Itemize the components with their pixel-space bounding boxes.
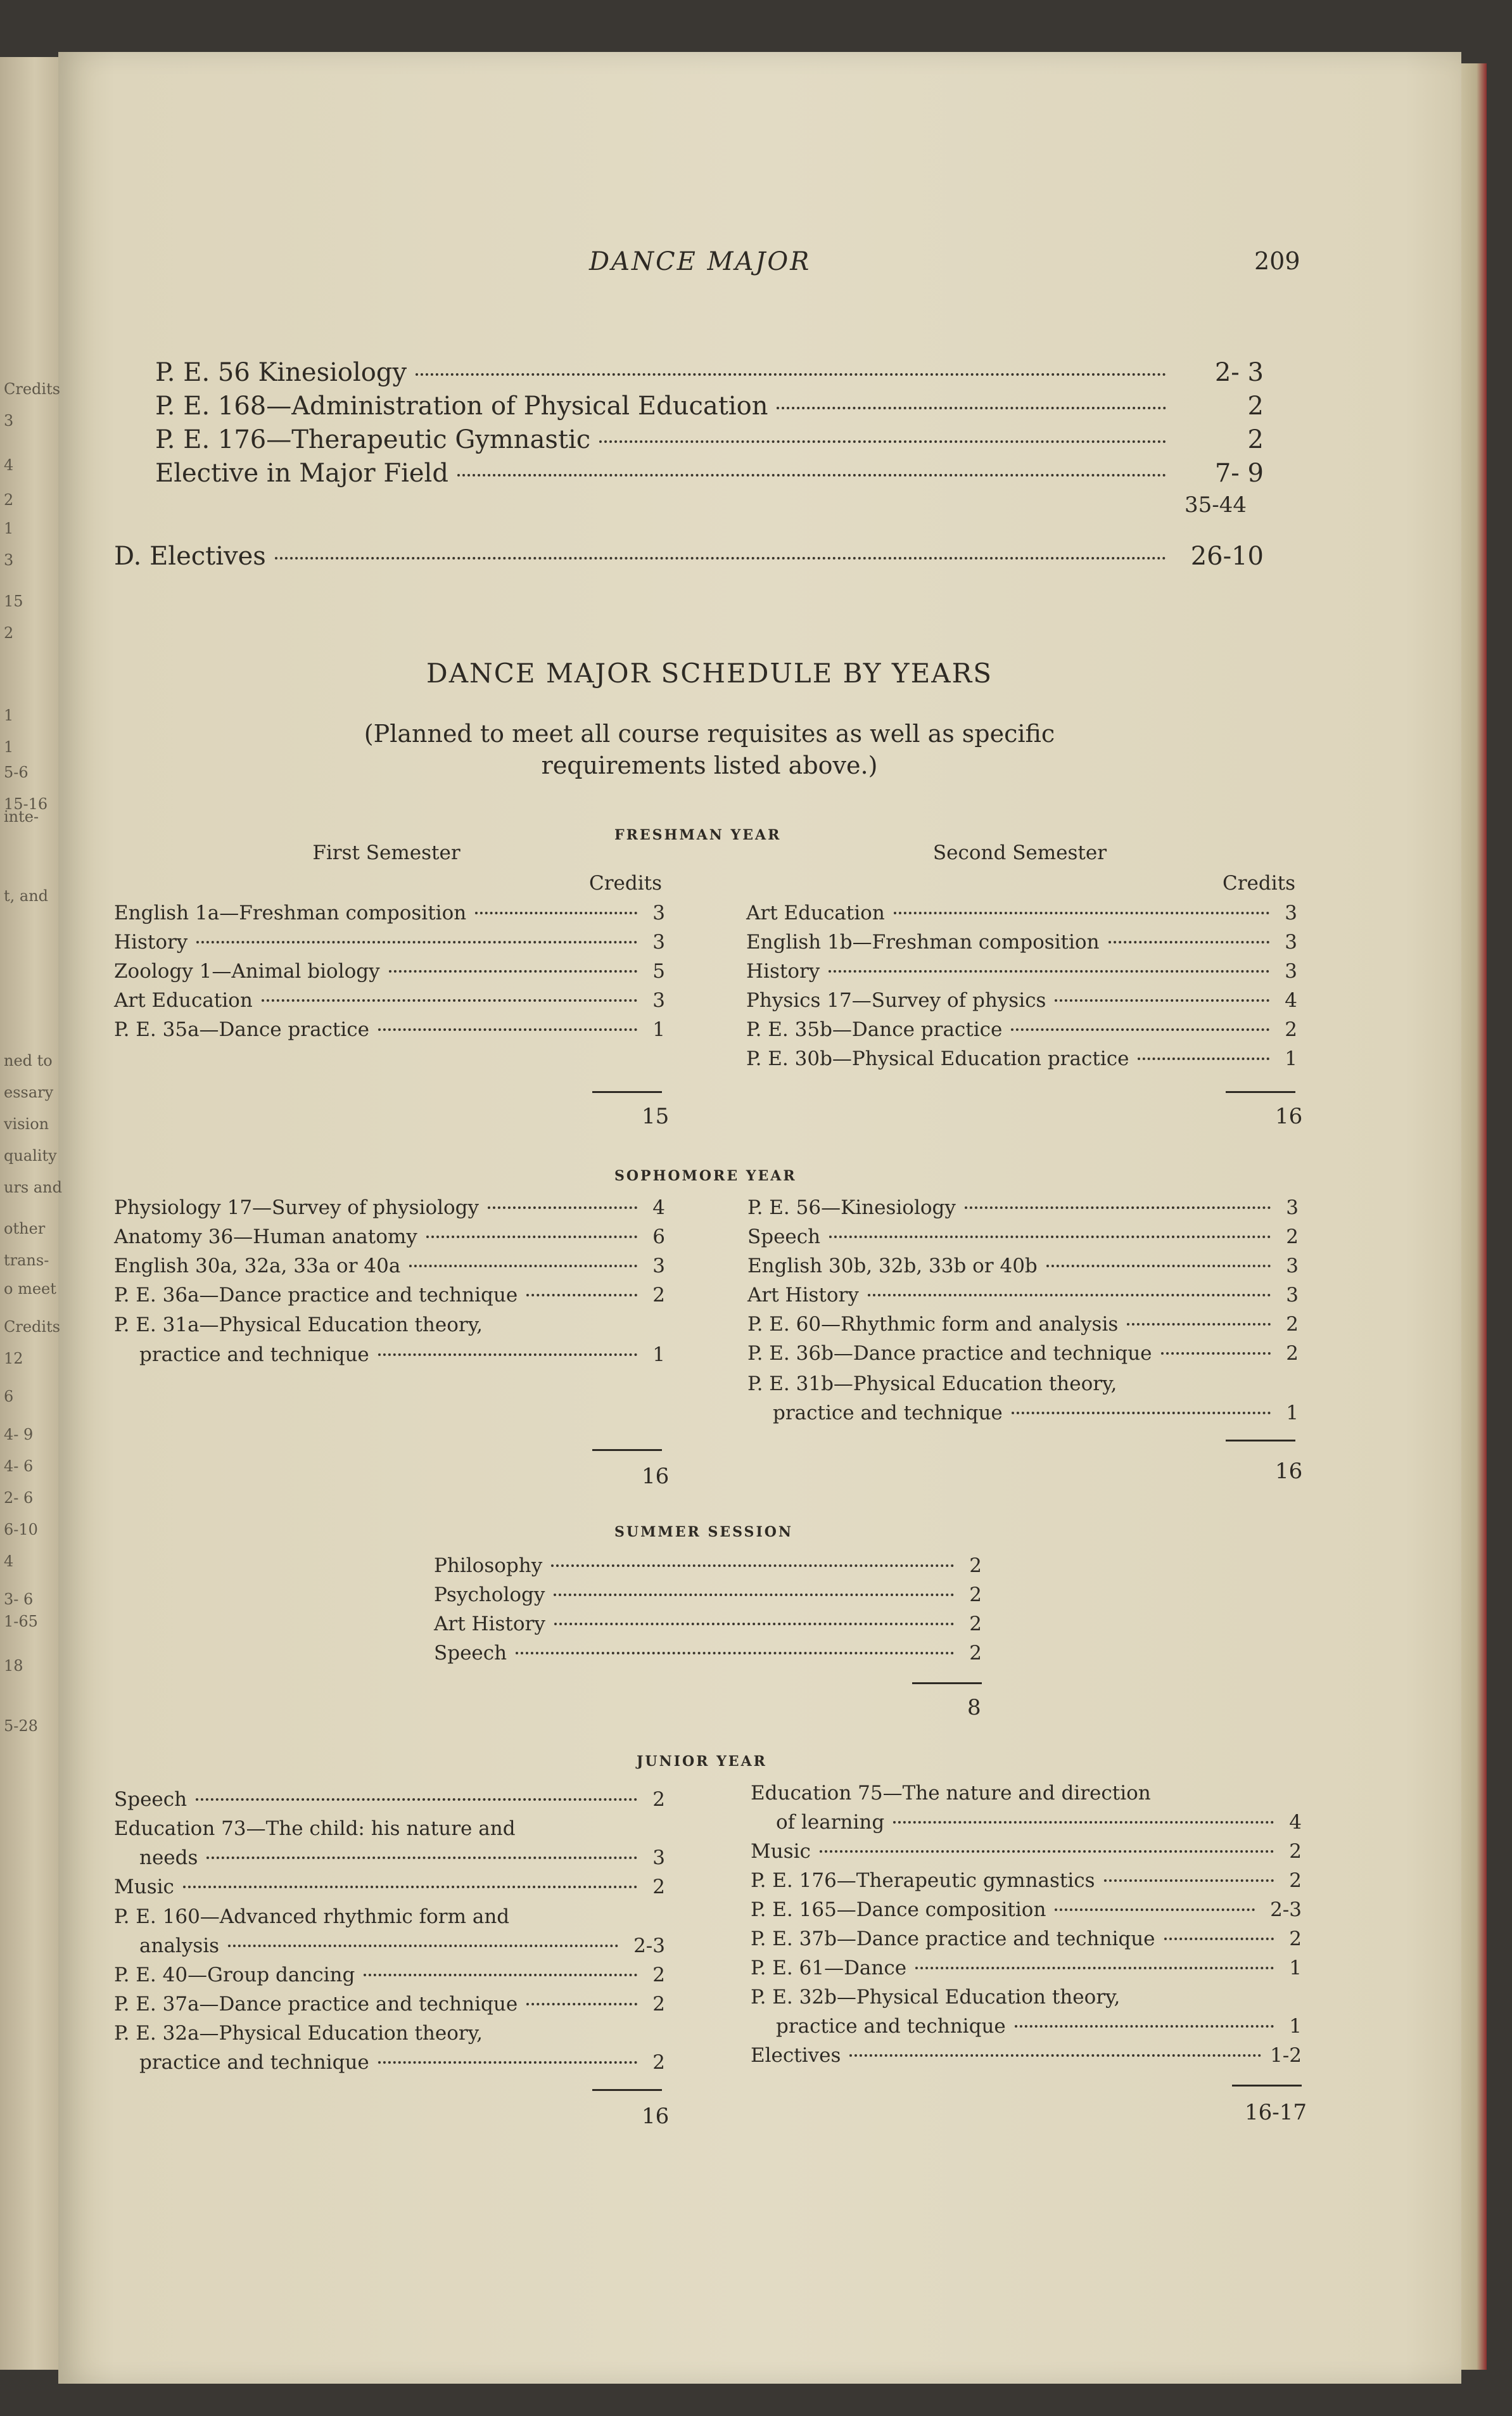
total-rule bbox=[592, 2089, 662, 2091]
item-label: P. E. 168—Administration of Physical Education bbox=[155, 392, 768, 421]
list-item bbox=[747, 1255, 1299, 1277]
list-item bbox=[114, 1225, 665, 1248]
sophomore-first-total: 16 bbox=[642, 1464, 670, 1489]
item-label: Speech bbox=[747, 1225, 821, 1248]
item-label: D. Electives bbox=[114, 542, 266, 571]
sophomore-second-total: 16 bbox=[1275, 1459, 1303, 1484]
item-label: Philosophy bbox=[434, 1554, 543, 1577]
item-value: 6 bbox=[652, 1225, 665, 1248]
item-label: Physiology 17—Survey of physiology bbox=[114, 1196, 480, 1219]
list-item bbox=[114, 1284, 665, 1307]
left-page-fragment-text: 1 bbox=[4, 738, 14, 756]
list-item bbox=[773, 1402, 1299, 1424]
continued-line: P. E. 160—Advanced rhythmic form and bbox=[114, 1905, 510, 1928]
total-rule bbox=[1226, 1440, 1295, 1441]
subtotal: 35-44 bbox=[1185, 492, 1247, 518]
list-item bbox=[434, 1583, 982, 1606]
second-semester-label: Second Semester bbox=[932, 841, 1107, 864]
electives-line bbox=[114, 542, 1264, 571]
page-edge bbox=[1461, 63, 1487, 2370]
item-label: P. E. 36b—Dance practice and technique bbox=[747, 1342, 1152, 1365]
list-item bbox=[751, 2044, 1302, 2067]
junior-first-total: 16 bbox=[642, 2104, 670, 2129]
item-label: History bbox=[114, 931, 188, 954]
left-page-fragment-text: 18 bbox=[4, 1657, 23, 1675]
left-page-fragment-text: 1 bbox=[4, 520, 14, 537]
left-page-fragment-text: 5-6 bbox=[4, 764, 29, 781]
item-label: P. E. 56—Kinesiology bbox=[747, 1196, 956, 1219]
list-item bbox=[751, 1840, 1302, 1863]
list-item bbox=[776, 1811, 1302, 1834]
item-value: 2-3 bbox=[633, 1934, 665, 1957]
item-label: Art Education bbox=[746, 902, 885, 924]
item-value: 3 bbox=[1286, 1196, 1299, 1219]
continued-line: Education 73—The child: his nature and bbox=[114, 1817, 516, 1840]
list-item bbox=[747, 1284, 1299, 1307]
left-page-fragment-text: ned to bbox=[4, 1052, 53, 1070]
list-item bbox=[434, 1642, 982, 1665]
item-label: P. E. 30b—Physical Education practice bbox=[746, 1047, 1129, 1070]
item-value: 2 bbox=[652, 1993, 665, 2016]
item-value: 3 bbox=[1285, 902, 1297, 924]
sophomore-heading: SOPHOMORE YEAR bbox=[614, 1168, 797, 1184]
item-label: P. E. 165—Dance composition bbox=[751, 1898, 1046, 1921]
list-item bbox=[155, 425, 1264, 454]
item-value: 7- 9 bbox=[1214, 459, 1264, 488]
item-label: P. E. 36a—Dance practice and technique bbox=[114, 1284, 518, 1307]
list-item bbox=[746, 1018, 1297, 1041]
freshman-heading: FRESHMAN YEAR bbox=[614, 827, 782, 843]
item-value: 2-3 bbox=[1270, 1898, 1302, 1921]
left-page-fragment-text: Credits bbox=[4, 1318, 61, 1336]
item-label: Speech bbox=[434, 1642, 507, 1665]
left-page-fragment-text: 6-10 bbox=[4, 1521, 38, 1538]
item-value: 3 bbox=[652, 931, 665, 954]
left-page-fragment-text: inte- bbox=[4, 808, 39, 826]
list-item bbox=[747, 1225, 1299, 1248]
junior-second-total: 16-17 bbox=[1245, 2100, 1307, 2125]
item-label: P. E. 35a—Dance practice bbox=[114, 1018, 369, 1041]
total-rule bbox=[1226, 1091, 1295, 1093]
item-label: Music bbox=[114, 1876, 174, 1898]
left-page-fragment-text: 2 bbox=[4, 491, 14, 509]
item-value: 2 bbox=[1289, 1869, 1302, 1892]
item-value: 1 bbox=[1285, 1047, 1297, 1070]
list-item bbox=[751, 1927, 1302, 1950]
item-value: 1 bbox=[1289, 1957, 1302, 1979]
item-value: 1 bbox=[652, 1343, 665, 1366]
left-page-fragment-text: 4- 6 bbox=[4, 1457, 34, 1475]
list-item bbox=[155, 358, 1264, 387]
total-rule bbox=[592, 1449, 662, 1451]
list-item bbox=[114, 1018, 665, 1041]
item-label: English 30b, 32b, 33b or 40b bbox=[747, 1255, 1038, 1277]
item-label: English 1a—Freshman composition bbox=[114, 902, 467, 924]
left-page-fragment-text: 3- 6 bbox=[4, 1590, 34, 1608]
list-item bbox=[114, 1876, 665, 1898]
credits-label: Credits bbox=[1223, 872, 1296, 895]
continued-line: P. E. 32a—Physical Education theory, bbox=[114, 2022, 483, 2045]
schedule-title: DANCE MAJOR SCHEDULE BY YEARS bbox=[426, 658, 993, 689]
left-page-fragment-text: 1 bbox=[4, 706, 14, 724]
left-page-fragment-text: 15-16 bbox=[4, 795, 48, 813]
item-value: 1 bbox=[652, 1018, 665, 1041]
freshman-first-total: 15 bbox=[642, 1104, 670, 1129]
list-item bbox=[114, 989, 665, 1012]
left-page-fragment-text: trans- bbox=[4, 1251, 49, 1269]
list-item bbox=[434, 1613, 982, 1635]
item-label: P. E. 37b—Dance practice and technique bbox=[751, 1927, 1155, 1950]
left-page-fragment-text: quality bbox=[4, 1147, 57, 1165]
schedule-subtitle-2: requirements listed above.) bbox=[541, 751, 878, 779]
item-label: Art History bbox=[747, 1284, 859, 1307]
item-value: 3 bbox=[1286, 1284, 1299, 1307]
junior-heading: JUNIOR YEAR bbox=[637, 1753, 767, 1770]
item-value: 2- 3 bbox=[1214, 358, 1264, 387]
left-page-fragment-text: 4 bbox=[4, 456, 14, 474]
item-value: 2 bbox=[1285, 1018, 1297, 1041]
item-label: Zoology 1—Animal biology bbox=[114, 960, 380, 983]
item-value: 2 bbox=[1286, 1313, 1299, 1336]
summer-total: 8 bbox=[967, 1695, 981, 1720]
list-item bbox=[747, 1196, 1299, 1219]
list-item bbox=[114, 1788, 665, 1811]
left-page-fragment-text: 2- 6 bbox=[4, 1489, 34, 1507]
credits-label: Credits bbox=[589, 872, 663, 895]
item-label: P. E. 176—Therapeutic gymnastics bbox=[751, 1869, 1095, 1892]
item-value: 3 bbox=[1285, 960, 1297, 983]
total-rule bbox=[912, 1682, 982, 1684]
list-item bbox=[114, 1993, 665, 2016]
list-item bbox=[751, 1957, 1302, 1979]
item-value: 3 bbox=[652, 1255, 665, 1277]
item-value: 3 bbox=[652, 902, 665, 924]
list-item bbox=[139, 1846, 665, 1869]
list-item bbox=[776, 2015, 1302, 2038]
item-label: P. E. 176—Therapeutic Gymnastic bbox=[155, 425, 591, 454]
item-label: P. E. 60—Rhythmic form and analysis bbox=[747, 1313, 1119, 1336]
item-value: 2 bbox=[652, 1964, 665, 1986]
left-page-fragment-text: Credits bbox=[4, 380, 61, 398]
item-label: practice and technique bbox=[773, 1402, 1003, 1424]
list-item bbox=[746, 989, 1297, 1012]
item-label: practice and technique bbox=[776, 2015, 1006, 2038]
left-page-fragment-text: 4 bbox=[4, 1552, 14, 1570]
item-value: 2 bbox=[1286, 1225, 1299, 1248]
item-label: Speech bbox=[114, 1788, 187, 1811]
left-page-fragment-text: 3 bbox=[4, 551, 14, 569]
item-label: History bbox=[746, 960, 820, 983]
item-value: 5 bbox=[652, 960, 665, 983]
item-value: 2 bbox=[1247, 392, 1264, 421]
continued-line: Education 75—The nature and direction bbox=[751, 1782, 1151, 1805]
list-item bbox=[747, 1313, 1299, 1336]
item-label: of learning bbox=[776, 1811, 885, 1834]
list-item bbox=[114, 1255, 665, 1277]
left-page-fragment-text: 12 bbox=[4, 1350, 23, 1367]
item-value: 4 bbox=[1285, 989, 1297, 1012]
list-item bbox=[751, 1869, 1302, 1892]
item-label: English 30a, 32a, 33a or 40a bbox=[114, 1255, 401, 1277]
left-page-fragment-text: 6 bbox=[4, 1388, 14, 1405]
left-page-fragment-text: 1-65 bbox=[4, 1613, 38, 1630]
item-label: needs bbox=[139, 1846, 198, 1869]
item-value: 2 bbox=[1286, 1342, 1299, 1365]
item-label: P. E. 40—Group dancing bbox=[114, 1964, 355, 1986]
freshman-second-total: 16 bbox=[1275, 1104, 1303, 1129]
item-label: Elective in Major Field bbox=[155, 459, 448, 488]
list-item bbox=[139, 1343, 665, 1366]
list-item bbox=[139, 1934, 665, 1957]
item-label: P. E. 37a—Dance practice and technique bbox=[114, 1993, 518, 2016]
item-label: analysis bbox=[139, 1934, 220, 1957]
item-value: 1 bbox=[1286, 1402, 1299, 1424]
item-value: 3 bbox=[1285, 931, 1297, 954]
first-semester-label: First Semester bbox=[312, 841, 461, 864]
item-label: P. E. 61—Dance bbox=[751, 1957, 907, 1979]
summer-heading: SUMMER SESSION bbox=[614, 1524, 794, 1540]
item-label: Art Education bbox=[114, 989, 253, 1012]
total-rule bbox=[1232, 2085, 1302, 2087]
list-item bbox=[747, 1342, 1299, 1365]
list-item bbox=[114, 902, 665, 924]
item-value: 2 bbox=[969, 1642, 982, 1665]
item-value: 1 bbox=[1289, 2015, 1302, 2038]
item-label: practice and technique bbox=[139, 2051, 369, 2074]
item-value: 2 bbox=[969, 1583, 982, 1606]
list-item bbox=[139, 2051, 665, 2074]
item-label: Anatomy 36—Human anatomy bbox=[114, 1225, 417, 1248]
list-item bbox=[746, 902, 1297, 924]
left-page-fragment-text: other bbox=[4, 1220, 46, 1237]
item-value: 2 bbox=[969, 1554, 982, 1577]
item-value: 4 bbox=[652, 1196, 665, 1219]
left-page-fragment-text: 4- 9 bbox=[4, 1426, 34, 1443]
left-page-fragment-text: 2 bbox=[4, 624, 14, 642]
list-item bbox=[155, 392, 1264, 421]
item-value: 2 bbox=[652, 1876, 665, 1898]
item-value: 2 bbox=[652, 1284, 665, 1307]
item-value: 2 bbox=[969, 1613, 982, 1635]
left-page-fragment-text: 3 bbox=[4, 412, 14, 430]
list-item bbox=[114, 1196, 665, 1219]
list-item bbox=[746, 931, 1297, 954]
item-label: P. E. 56 Kinesiology bbox=[155, 358, 407, 387]
list-item bbox=[746, 1047, 1297, 1070]
continued-line: P. E. 32b—Physical Education theory, bbox=[751, 1986, 1121, 2009]
item-label: Art History bbox=[434, 1613, 545, 1635]
item-value: 2 bbox=[1247, 425, 1264, 454]
list-item bbox=[114, 1964, 665, 1986]
continued-line: P. E. 31a—Physical Education theory, bbox=[114, 1313, 483, 1336]
list-item bbox=[155, 459, 1264, 488]
item-label: Physics 17—Survey of physics bbox=[746, 989, 1046, 1012]
page-number: 209 bbox=[1254, 247, 1300, 275]
continued-line: P. E. 31b—Physical Education theory, bbox=[747, 1372, 1117, 1395]
item-value: 26-10 bbox=[1190, 542, 1264, 571]
item-value: 2 bbox=[1289, 1927, 1302, 1950]
running-header: DANCE MAJOR bbox=[589, 247, 811, 276]
item-value: 3 bbox=[652, 1846, 665, 1869]
item-label: English 1b—Freshman composition bbox=[746, 931, 1100, 954]
total-rule bbox=[592, 1091, 662, 1093]
list-item bbox=[114, 960, 665, 983]
left-page-fragment-text: 15 bbox=[4, 592, 23, 610]
left-page-fragment-text: essary bbox=[4, 1083, 54, 1101]
list-item bbox=[751, 1898, 1302, 1921]
item-value: 2 bbox=[1289, 1840, 1302, 1863]
left-page-fragment-text: urs and bbox=[4, 1179, 63, 1196]
item-label: Electives bbox=[751, 2044, 841, 2067]
schedule-subtitle-1: (Planned to meet all course requisites as well as specific bbox=[364, 720, 1055, 748]
left-page-fragment-text: t, and bbox=[4, 887, 49, 905]
item-value: 2 bbox=[652, 2051, 665, 2074]
item-value: 3 bbox=[652, 989, 665, 1012]
left-page-fragment-text: o meet bbox=[4, 1280, 56, 1298]
item-value: 4 bbox=[1289, 1811, 1302, 1834]
item-value: 1-2 bbox=[1270, 2044, 1302, 2067]
item-label: Psychology bbox=[434, 1583, 545, 1606]
item-value: 3 bbox=[1286, 1255, 1299, 1277]
item-value: 2 bbox=[652, 1788, 665, 1811]
list-item bbox=[114, 931, 665, 954]
left-page-fragment-text: vision bbox=[4, 1115, 49, 1133]
item-label: P. E. 35b—Dance practice bbox=[746, 1018, 1003, 1041]
list-item bbox=[746, 960, 1297, 983]
list-item bbox=[434, 1554, 982, 1577]
left-page-fragment bbox=[0, 57, 61, 2370]
left-page-fragment-text: 5-28 bbox=[4, 1717, 38, 1735]
item-label: Music bbox=[751, 1840, 811, 1863]
item-label: practice and technique bbox=[139, 1343, 369, 1366]
